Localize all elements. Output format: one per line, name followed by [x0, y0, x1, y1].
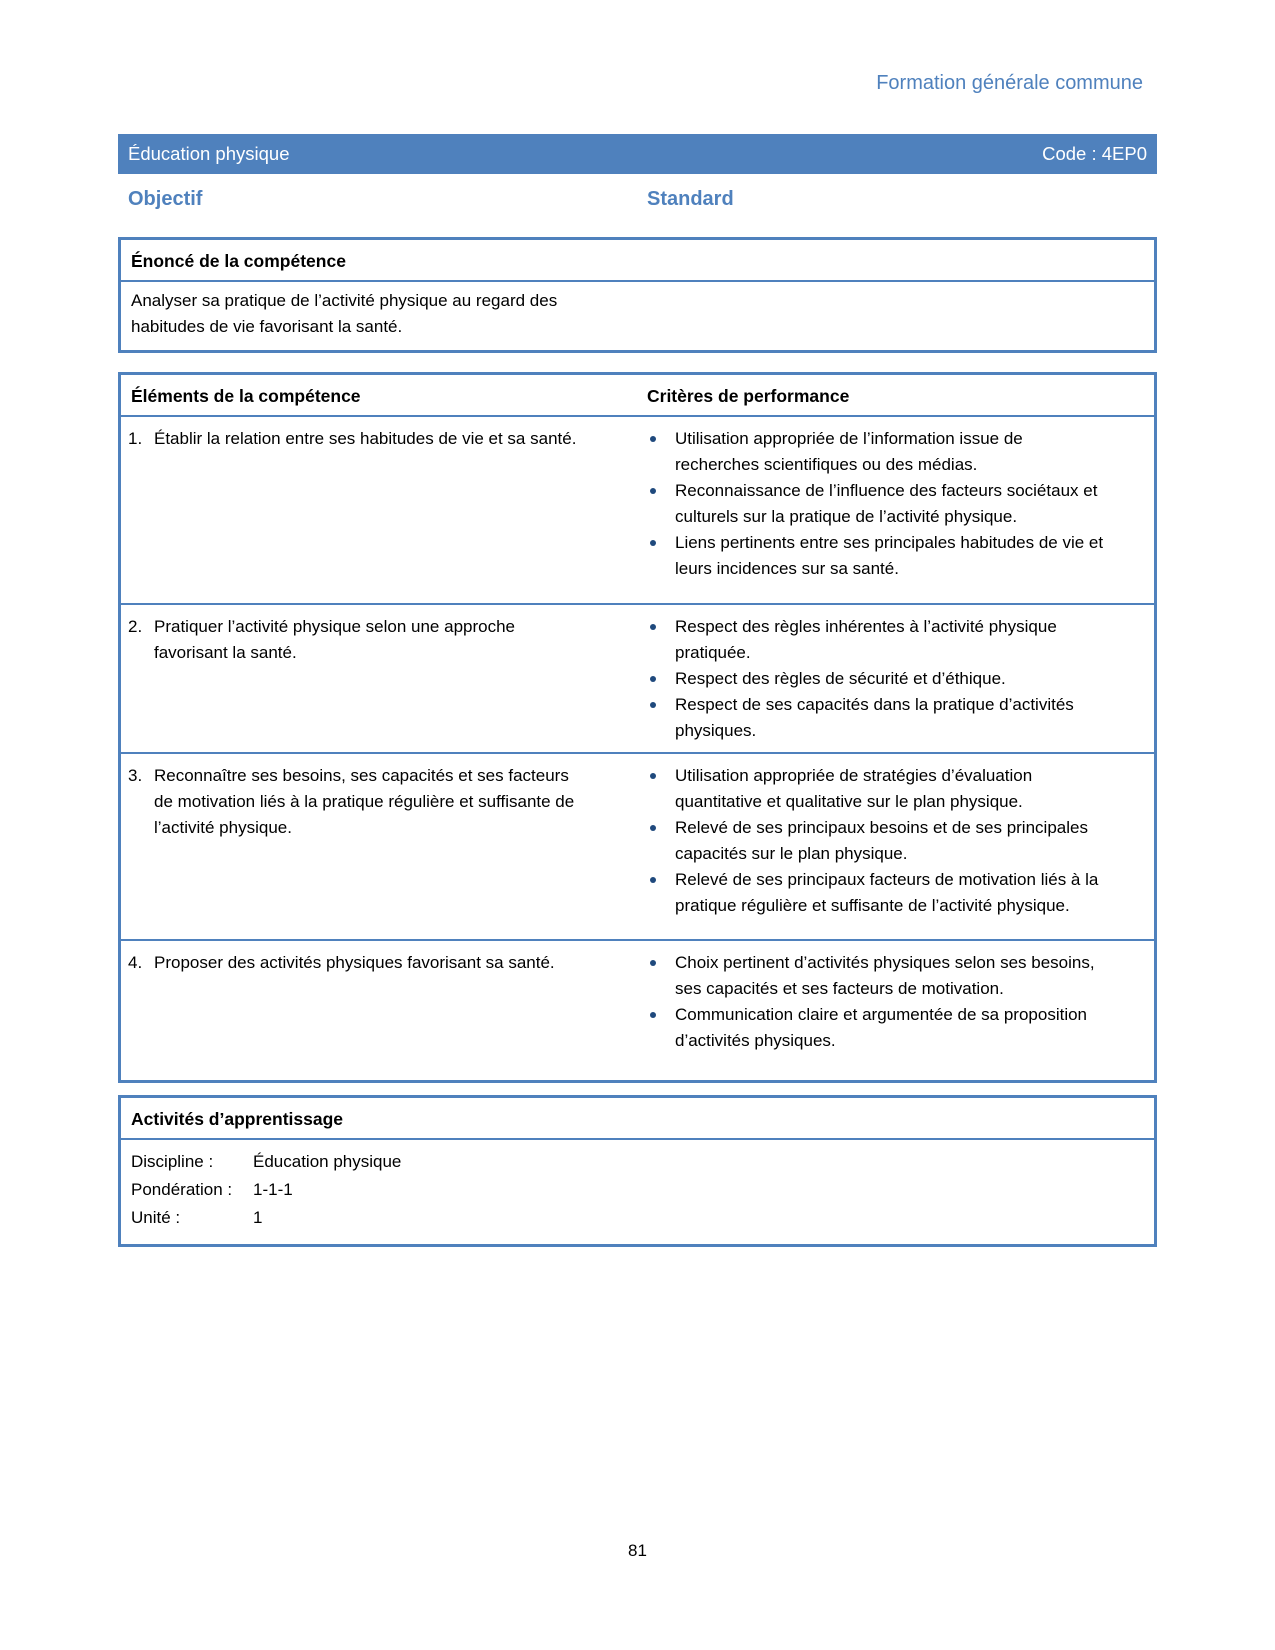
- criteria-cell-4: [647, 941, 1154, 1080]
- enonce-body: [121, 282, 1154, 350]
- table-row-4: [121, 941, 1154, 1080]
- elements-header: Éléments de la compétence: [131, 386, 361, 406]
- table-row-1: [121, 417, 1154, 605]
- banner-course-title: Éducation physique: [128, 143, 290, 164]
- activities-body: [121, 1140, 1154, 1244]
- competence-table: [118, 372, 1157, 1083]
- table-header-row: [121, 375, 1154, 417]
- unite-field: [131, 1204, 1144, 1232]
- activities-box: [118, 1095, 1157, 1247]
- enonce-text: Analyser sa pratique de l’activité physique au regard des habitudes de vie favorisant la santé.: [131, 291, 558, 336]
- enonce-header: Énoncé de la compétence: [121, 240, 1154, 282]
- element-text: Établir la relation entre ses habitudes de vie et sa santé.: [154, 429, 577, 448]
- standard-heading: Standard: [647, 188, 734, 210]
- criterion: Reconnaissance de l’influence des facteurs sociétaux et culturels sur la pratique de l’activité physique.: [647, 478, 1109, 530]
- document-page: [118, 0, 1157, 1247]
- objectif-heading: Objectif: [128, 188, 203, 210]
- criterion: Respect de ses capacités dans la pratique d’activités physiques.: [647, 692, 1109, 744]
- criterion: Utilisation appropriée de stratégies d’évaluation quantitative et qualitative sur le plan physique.: [647, 763, 1109, 815]
- field-label: Unité :: [131, 1208, 181, 1227]
- course-banner: [118, 134, 1157, 174]
- criteria-cell-2: [647, 605, 1154, 752]
- banner-course-code: Code : 4EP0: [1042, 143, 1147, 164]
- criterion: Relevé de ses principaux facteurs de motivation liés à la pratique régulière et suffisante de l’activité physique.: [647, 867, 1109, 919]
- field-label: Pondération :: [131, 1180, 233, 1199]
- page-number: 81: [628, 1541, 647, 1560]
- column-headings: [118, 187, 1157, 211]
- ponderation-field: [131, 1176, 1144, 1204]
- element-cell-4: [121, 941, 647, 1080]
- element-number: 1.: [128, 429, 143, 448]
- element-text: Pratiquer l’activité physique selon une approche favorisant la santé.: [154, 617, 516, 662]
- element-number: 3.: [128, 766, 143, 785]
- element-number: 2.: [128, 617, 143, 636]
- criterion: Choix pertinent d’activités physiques selon ses besoins, ses capacités et ses facteurs de motivation.: [647, 950, 1109, 1002]
- criterion: Respect des règles de sécurité et d’éthique.: [647, 666, 1109, 692]
- criterion: Utilisation appropriée de l’information issue de recherches scientifiques ou des médias.: [647, 426, 1109, 478]
- criterion: Communication claire et argumentée de sa proposition d’activités physiques.: [647, 1002, 1109, 1054]
- field-value: 1: [253, 1208, 263, 1227]
- field-value: 1-1-1: [253, 1180, 293, 1199]
- criterion: Respect des règles inhérentes à l’activité physique pratiquée.: [647, 614, 1109, 666]
- criterion: Relevé de ses principaux besoins et de ses principales capacités sur le plan physique.: [647, 815, 1109, 867]
- element-text: Reconnaître ses besoins, ses capacités et ses facteurs de motivation liés à la pratique régulière et suffisante de l’activité physique.: [154, 766, 575, 837]
- element-cell-1: [121, 417, 647, 603]
- discipline-field: [131, 1148, 1144, 1176]
- element-number: 4.: [128, 953, 143, 972]
- activities-header: Activités d’apprentissage: [121, 1098, 1154, 1140]
- element-cell-2: [121, 605, 647, 752]
- criterion: Liens pertinents entre ses principales habitudes de vie et leurs incidences sur sa santé.: [647, 530, 1109, 582]
- criteres-header: Critères de performance: [647, 386, 850, 406]
- enonce-competence-box: [118, 237, 1157, 353]
- table-row-2: [121, 605, 1154, 754]
- field-label: Discipline :: [131, 1152, 214, 1171]
- section-title: Formation générale commune: [876, 72, 1143, 94]
- table-row-3: [121, 754, 1154, 941]
- criteria-cell-1: [647, 417, 1154, 603]
- criteria-cell-3: [647, 754, 1154, 939]
- element-text: Proposer des activités physiques favorisant sa santé.: [154, 953, 555, 972]
- element-cell-3: [121, 754, 647, 939]
- field-value: Éducation physique: [253, 1152, 402, 1171]
